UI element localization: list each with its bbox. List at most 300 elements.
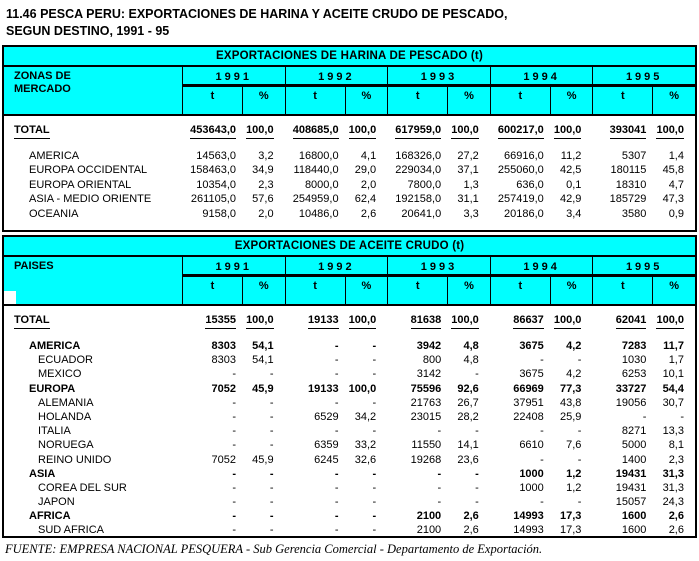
cell-value: - [334, 510, 339, 523]
cell-value: 42,9 [559, 193, 582, 206]
table-row [4, 482, 695, 496]
cell-value: 57,6 [252, 193, 274, 206]
page-title-line-2: SEGUN DESTINO, 1991 - 95 [6, 24, 170, 38]
table-row-total [4, 314, 695, 332]
table-row [4, 397, 695, 411]
cell-value: - [334, 524, 339, 537]
cell-value: 1,3 [463, 178, 479, 191]
cell-value [447, 314, 490, 332]
row-label: MEXICO [38, 368, 82, 381]
page-title-line-1: 11.46 PESCA PERU: EXPORTACIONES DE HARINA Y ACEITE CRUDO DE PESCADO, [6, 7, 508, 21]
cell-value [592, 124, 652, 142]
cell-value [242, 314, 285, 332]
cell-value: 1600 [621, 510, 647, 523]
cell-value: - [269, 368, 274, 381]
cell-value: 92,6 [457, 382, 479, 395]
cell-value: 31,3 [662, 467, 684, 480]
year-header: 1992 [285, 257, 388, 277]
cell-value: 19133 [308, 382, 339, 395]
cell-value: - [540, 453, 544, 466]
cell-value: - [232, 496, 236, 509]
cell-value: 4,2 [566, 340, 582, 352]
cell-value: 0,1 [566, 178, 582, 191]
cell-value [592, 314, 652, 332]
row-label: ASIA [29, 467, 56, 480]
cell-value: 229034,0 [395, 164, 442, 177]
cell-value: 2,6 [463, 510, 479, 523]
cell-value: 158463,0 [190, 164, 236, 177]
cell-value: 13,3 [662, 425, 684, 438]
table-row [4, 411, 695, 425]
row-label: JAPON [38, 496, 75, 509]
cell-value: 26,7 [457, 396, 479, 409]
row-label-text: TOTAL [14, 124, 50, 139]
cell-value-text: 100,0 [656, 124, 684, 139]
percent-header: % [447, 87, 490, 114]
cell-value: 2,0 [360, 178, 377, 191]
cell-value: 54,1 [252, 354, 274, 367]
cell-value: - [232, 467, 236, 480]
cell-value: 7283 [621, 340, 647, 352]
cell-value: 8303 [211, 340, 236, 352]
cell-value: 1,4 [668, 150, 684, 162]
cell-value: - [372, 368, 377, 381]
row-label: SUD AFRICA [38, 524, 105, 537]
cell-value: 3142 [416, 368, 442, 381]
cell-value-text: 100,0 [349, 124, 377, 139]
cell-value: - [269, 425, 274, 438]
row-label-header [4, 257, 182, 304]
cell-value: - [437, 496, 442, 509]
cell-value: 45,9 [252, 453, 274, 466]
cell-value-text: 100,0 [349, 314, 377, 329]
cell-value: 4,1 [360, 150, 377, 162]
export-table [2, 45, 697, 232]
cell-value: 2100 [416, 510, 442, 523]
tons-header: t [387, 87, 447, 114]
cell-value: 118440,0 [293, 164, 339, 177]
cell-value: 1,7 [668, 354, 684, 367]
cell-value: - [577, 453, 582, 466]
row-label-header-line: ZONAS DE [14, 70, 71, 82]
cell-value: - [232, 368, 236, 381]
cell-value: 14993 [513, 510, 544, 523]
row-label: REINO UNIDO [38, 453, 112, 466]
cell-value: 261105,0 [190, 193, 236, 206]
cell-value [345, 314, 388, 332]
cell-value: 1,2 [566, 467, 582, 480]
cell-value: 15057 [615, 496, 647, 509]
table-header [2, 67, 697, 116]
row-label: ALEMANIA [38, 396, 94, 409]
cell-value: 6529 [314, 410, 339, 423]
table-row [4, 368, 695, 382]
cell-value: - [334, 467, 339, 480]
row-label: NORUEGA [38, 439, 94, 452]
cell-value [550, 124, 593, 142]
cell-value: 31,3 [662, 481, 684, 494]
cell-value: - [232, 524, 236, 537]
cell-value: - [232, 410, 236, 423]
cell-value: 5307 [621, 150, 647, 162]
cell-value: 3942 [416, 340, 442, 352]
corner-notch [4, 291, 16, 304]
cell-value: 7052 [211, 453, 236, 466]
cell-value: 0,9 [668, 207, 684, 220]
cell-value: 20186,0 [504, 207, 544, 220]
cell-value-text: 617959,0 [395, 124, 441, 139]
table-row [4, 150, 695, 164]
cell-value: - [437, 425, 442, 438]
tons-header: t [285, 87, 345, 114]
cell-value-text: 100,0 [656, 314, 684, 329]
cell-value: 54,1 [252, 340, 274, 352]
row-label [4, 314, 182, 332]
year-header: 1995 [592, 257, 695, 277]
cell-value: 168326,0 [395, 150, 442, 162]
cell-value: 62,4 [354, 193, 377, 206]
cell-value: 66969 [513, 382, 544, 395]
cell-value: 27,2 [457, 150, 479, 162]
cell-value: - [540, 354, 544, 367]
cell-value: 2,3 [258, 178, 274, 191]
cell-value: 7,6 [566, 439, 582, 452]
cell-value: 3,3 [463, 207, 479, 220]
cell-value: 6245 [314, 453, 339, 466]
row-label: EUROPA ORIENTAL [29, 178, 132, 191]
cell-value-text: 81638 [411, 314, 442, 329]
percent-header: % [550, 277, 593, 304]
table-body [2, 116, 697, 232]
table-row [4, 164, 695, 178]
export-table [2, 235, 697, 538]
cell-value: 10486,0 [298, 207, 339, 220]
cell-value: 2,6 [463, 524, 479, 537]
tables-container [2, 45, 697, 538]
cell-value: 43,8 [559, 396, 582, 409]
cell-value: - [372, 425, 377, 438]
cell-value: 23,6 [457, 453, 479, 466]
cell-value: - [372, 481, 377, 494]
cell-value-text: 100,0 [246, 124, 274, 139]
cell-value: 3675 [519, 368, 544, 381]
percent-header: % [345, 277, 388, 304]
year-header: 1995 [592, 67, 695, 87]
cell-value [387, 124, 447, 142]
percent-header: % [447, 277, 490, 304]
cell-value: 19431 [615, 467, 647, 480]
cell-value: - [540, 425, 544, 438]
cell-value: 28,2 [457, 410, 479, 423]
cell-value: - [269, 481, 274, 494]
cell-value: 77,3 [559, 382, 582, 395]
cell-value: 192158,0 [395, 193, 442, 206]
cell-value-text: 19133 [308, 314, 339, 329]
cell-value: 6359 [314, 439, 339, 452]
row-label: COREA DEL SUR [38, 481, 127, 494]
cell-value: 3580 [621, 207, 647, 220]
cell-value: - [334, 354, 339, 367]
cell-value: - [232, 510, 236, 523]
table-row [4, 439, 695, 453]
cell-value: - [334, 481, 339, 494]
row-label: HOLANDA [38, 410, 92, 423]
cell-value [182, 124, 242, 142]
cell-value-text: 62041 [616, 314, 647, 329]
cell-value: 10354,0 [196, 178, 236, 191]
cell-value: 24,3 [662, 496, 684, 509]
cell-value: - [232, 396, 236, 409]
cell-value: 19268 [410, 453, 442, 466]
tons-header: t [490, 87, 550, 114]
cell-value [387, 314, 447, 332]
cell-value: 1030 [621, 354, 647, 367]
row-label: EUROPA [29, 382, 76, 395]
cell-value: 37,1 [457, 164, 479, 177]
cell-value: 1000 [519, 481, 544, 494]
cell-value [490, 314, 550, 332]
tons-header: t [182, 87, 242, 114]
cell-value: 10,1 [662, 368, 684, 381]
cell-value: - [334, 340, 339, 352]
cell-value: 11,2 [560, 150, 582, 162]
cell-value: - [269, 467, 274, 480]
cell-value: 1400 [621, 453, 647, 466]
cell-value: 19056 [615, 396, 647, 409]
row-label-header-line: MERCADO [14, 83, 71, 95]
table-row [4, 524, 695, 538]
percent-header: % [652, 87, 695, 114]
row-label: OCEANIA [29, 207, 79, 220]
cell-value: 34,2 [354, 410, 377, 423]
cell-value: - [269, 524, 274, 537]
cell-value-text: 15355 [205, 314, 236, 329]
cell-value: - [334, 396, 339, 409]
cell-value: - [680, 410, 684, 423]
cell-value: 8,1 [668, 439, 684, 452]
cell-value-text: 453643,0 [190, 124, 236, 139]
row-label: AFRICA [29, 510, 71, 523]
cell-value: - [372, 496, 377, 509]
percent-header: % [652, 277, 695, 304]
table-row [4, 193, 695, 207]
cell-value: 34,9 [252, 164, 274, 177]
cell-value: 66916,0 [504, 150, 544, 162]
cell-value: 2,6 [668, 510, 684, 523]
cell-value: 42,5 [559, 164, 582, 177]
table-row [4, 179, 695, 193]
cell-value: 31,1 [457, 193, 479, 206]
cell-value: 7052 [211, 382, 236, 395]
cell-value-text: 600217,0 [498, 124, 544, 139]
year-header: 1992 [285, 67, 388, 87]
cell-value: - [437, 467, 442, 480]
cell-value: - [232, 481, 236, 494]
cell-value: 1600 [621, 524, 647, 537]
tons-header: t [592, 277, 652, 304]
cell-value: - [372, 340, 377, 352]
table-row [4, 340, 695, 354]
cell-value: 20641,0 [401, 207, 442, 220]
cell-value: 11,7 [663, 340, 684, 352]
cell-value-text: 100,0 [451, 124, 479, 139]
percent-header: % [550, 87, 593, 114]
page-title [0, 0, 699, 40]
cell-value: - [269, 510, 274, 523]
row-label [4, 124, 182, 142]
cell-value: - [475, 481, 479, 494]
table-row-total [4, 124, 695, 142]
cell-value: 100,0 [348, 382, 377, 395]
cell-value [285, 124, 345, 142]
table-row [4, 496, 695, 510]
table-row [4, 454, 695, 468]
cell-value: - [475, 368, 479, 381]
cell-value: 185729 [609, 193, 647, 206]
cell-value: 47,3 [662, 193, 684, 206]
cell-value: 32,6 [354, 453, 377, 466]
cell-value: - [269, 396, 274, 409]
row-label: AMERICA [29, 150, 80, 162]
cell-value: 257419,0 [497, 193, 544, 206]
cell-value: 23015 [410, 410, 442, 423]
cell-value: 19431 [615, 481, 647, 494]
cell-value: - [372, 467, 377, 480]
table-row [4, 425, 695, 439]
cell-value [345, 124, 388, 142]
cell-value-text: 100,0 [554, 124, 582, 139]
cell-value: 636,0 [516, 178, 544, 191]
year-header: 1991 [182, 67, 285, 87]
cell-value: 11550 [411, 439, 442, 452]
row-label-header [4, 67, 182, 114]
cell-value: 75596 [410, 382, 442, 395]
cell-value: - [372, 354, 377, 367]
cell-value: 4,8 [463, 354, 479, 367]
cell-value-text: 100,0 [451, 314, 479, 329]
cell-value: - [577, 425, 582, 438]
cell-value-text: 86637 [513, 314, 544, 329]
section-title: EXPORTACIONES DE ACEITE CRUDO (t) [2, 235, 697, 257]
cell-value: 18310 [615, 178, 647, 191]
cell-value: 180115 [610, 164, 647, 177]
row-label: EUROPA OCCIDENTAL [29, 164, 148, 177]
cell-value [652, 124, 695, 142]
cell-value: 2,3 [668, 453, 684, 466]
cell-value [550, 314, 593, 332]
table-body [2, 306, 697, 538]
table-row [4, 208, 695, 222]
cell-value [490, 124, 550, 142]
cell-value-text: 408685,0 [293, 124, 339, 139]
cell-value: - [334, 425, 339, 438]
cell-value: 8000,0 [304, 178, 339, 191]
cell-value: 16800,0 [298, 150, 339, 162]
cell-value-text: 393041 [610, 124, 647, 139]
cell-value: - [334, 368, 339, 381]
cell-value: 45,9 [252, 382, 274, 395]
cell-value: 4,7 [668, 178, 684, 191]
year-header: 1994 [490, 257, 593, 277]
percent-header: % [242, 277, 285, 304]
year-header: 1993 [387, 257, 490, 277]
cell-value: 255060,0 [497, 164, 544, 177]
cell-value: 8271 [621, 425, 647, 438]
cell-value: 45,8 [662, 164, 684, 177]
cell-value: 3675 [519, 340, 544, 352]
cell-value: 6253 [621, 368, 647, 381]
row-label-text: TOTAL [14, 314, 50, 329]
cell-value: - [334, 496, 339, 509]
row-label: AMERICA [29, 340, 81, 352]
cell-value: 4,2 [566, 368, 582, 381]
cell-value: 6610 [519, 439, 544, 452]
row-label: ECUADOR [38, 354, 94, 367]
cell-value: - [475, 425, 479, 438]
cell-value: 2,0 [258, 207, 274, 220]
cell-value: 5000 [621, 439, 647, 452]
table-row [4, 510, 695, 524]
cell-value [182, 314, 242, 332]
cell-value: 14,1 [457, 439, 479, 452]
cell-value: - [232, 439, 236, 452]
cell-value: 30,7 [662, 396, 684, 409]
cell-value: 29,0 [354, 164, 377, 177]
cell-value: - [577, 354, 582, 367]
cell-value: - [642, 410, 647, 423]
cell-value: 3,4 [566, 207, 582, 220]
cell-value: 22408 [513, 410, 544, 423]
tons-header: t [285, 277, 345, 304]
cell-value [652, 314, 695, 332]
cell-value: 17,3 [559, 510, 582, 523]
cell-value: 33727 [615, 382, 647, 395]
cell-value: - [475, 467, 479, 480]
cell-value-text: 100,0 [554, 314, 582, 329]
cell-value: - [372, 396, 377, 409]
row-label: ITALIA [38, 425, 71, 438]
cell-value: 254959,0 [292, 193, 339, 206]
cell-value: 1000 [519, 467, 544, 480]
year-header: 1991 [182, 257, 285, 277]
cell-value: 2100 [416, 524, 442, 537]
cell-value: 21763 [410, 396, 442, 409]
cell-value: 9158,0 [202, 207, 236, 220]
year-header: 1993 [387, 67, 490, 87]
cell-value: 54,4 [662, 382, 684, 395]
cell-value: 2,6 [360, 207, 377, 220]
percent-header: % [242, 87, 285, 114]
tons-header: t [592, 87, 652, 114]
cell-value: 4,8 [463, 340, 479, 352]
cell-value: 2,6 [668, 524, 684, 537]
table-row [4, 383, 695, 397]
table-row [4, 468, 695, 482]
cell-value: - [437, 481, 442, 494]
cell-value: 1,2 [566, 481, 582, 494]
row-label-header-line: PAISES [14, 260, 54, 272]
cell-value: 14993 [513, 524, 544, 537]
cell-value: 3,2 [258, 150, 274, 162]
cell-value: - [269, 410, 274, 423]
year-header: 1994 [490, 67, 593, 87]
table-header [2, 257, 697, 306]
cell-value: 33,2 [354, 439, 377, 452]
cell-value: 14563,0 [196, 150, 236, 162]
cell-value: - [232, 425, 236, 438]
percent-header: % [345, 87, 388, 114]
tons-header: t [182, 277, 242, 304]
